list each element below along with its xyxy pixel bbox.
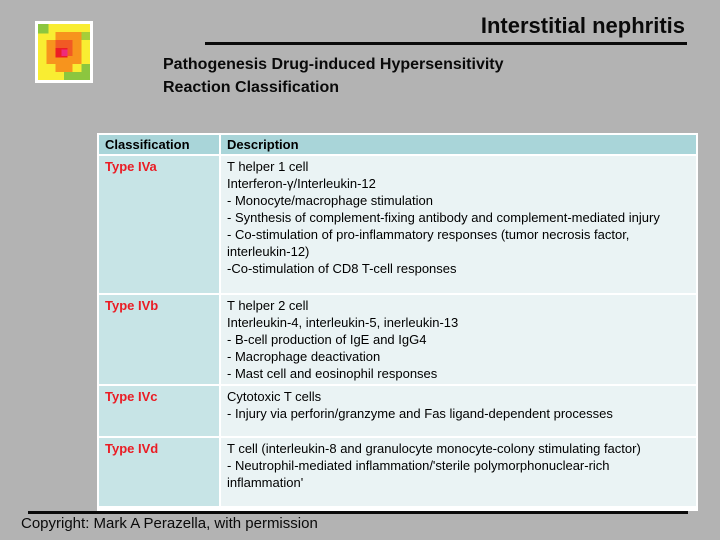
description-line: Cytotoxic T cells	[227, 389, 322, 404]
description-line: - Macrophage deactivation	[227, 349, 381, 364]
type-label: Type IVa	[99, 156, 221, 293]
description-line: Interleukin-4, interleukin-5, inerleukin-13	[227, 315, 459, 330]
heatmap-logo-icon	[38, 24, 90, 80]
classification-column-header: Classification	[99, 135, 221, 154]
description-line: T cell (interleukin-8 and granulocyte monocyte-colony stimulating factor)	[227, 441, 641, 456]
classification-table	[97, 133, 698, 511]
table-row-type-iva	[99, 154, 696, 293]
description-line: -Co-stimulation of CD8 T-cell responses	[227, 261, 457, 276]
table-row-type-ivd	[99, 436, 696, 506]
footer-divider	[28, 511, 688, 514]
description-line: - Mast cell and eosinophil responses	[227, 366, 438, 381]
description-line: - Co-stimulation of pro-inflammatory responses (tumor necrosis factor, interleukin-12)	[227, 227, 630, 259]
title-underline	[205, 42, 687, 45]
description-cell	[221, 438, 696, 506]
slide-subtitle	[163, 53, 504, 99]
description-line: - Neutrophil-mediated inflammation/'sterile polymorphonuclear-rich inflammation'	[227, 458, 610, 490]
description-line: - Monocyte/macrophage stimulation	[227, 193, 433, 208]
type-label: Type IVd	[99, 438, 221, 506]
type-label: Type IVc	[99, 386, 221, 436]
page-title: Interstitial nephritis	[480, 13, 685, 38]
type-label: Type IVb	[99, 295, 221, 384]
description-line: Interferon-γ/Interleukin-12	[227, 176, 376, 191]
description-line: - Injury via perforin/granzyme and Fas ligand-dependent processes	[227, 406, 613, 421]
description-cell	[221, 156, 696, 293]
description-column-header: Description	[221, 135, 696, 154]
table-header-row	[99, 135, 696, 154]
subtitle-line-1: Pathogenesis Drug-induced Hypersensitivity	[163, 56, 504, 73]
description-line: T helper 1 cell	[227, 159, 309, 174]
description-cell	[221, 295, 696, 384]
table-row-type-ivc	[99, 384, 696, 436]
description-line: - Synthesis of complement-fixing antibody and complement-mediated injury	[227, 210, 660, 225]
description-line: T helper 2 cell	[227, 298, 309, 313]
table-row-type-ivb	[99, 293, 696, 384]
description-cell	[221, 386, 696, 436]
subtitle-line-2: Reaction Classification	[163, 79, 340, 96]
copyright-text: Copyright: Mark A Perazella, with permission	[21, 515, 318, 532]
description-line: - B-cell production of IgE and IgG4	[227, 332, 427, 347]
heatmap-logo	[35, 21, 93, 83]
